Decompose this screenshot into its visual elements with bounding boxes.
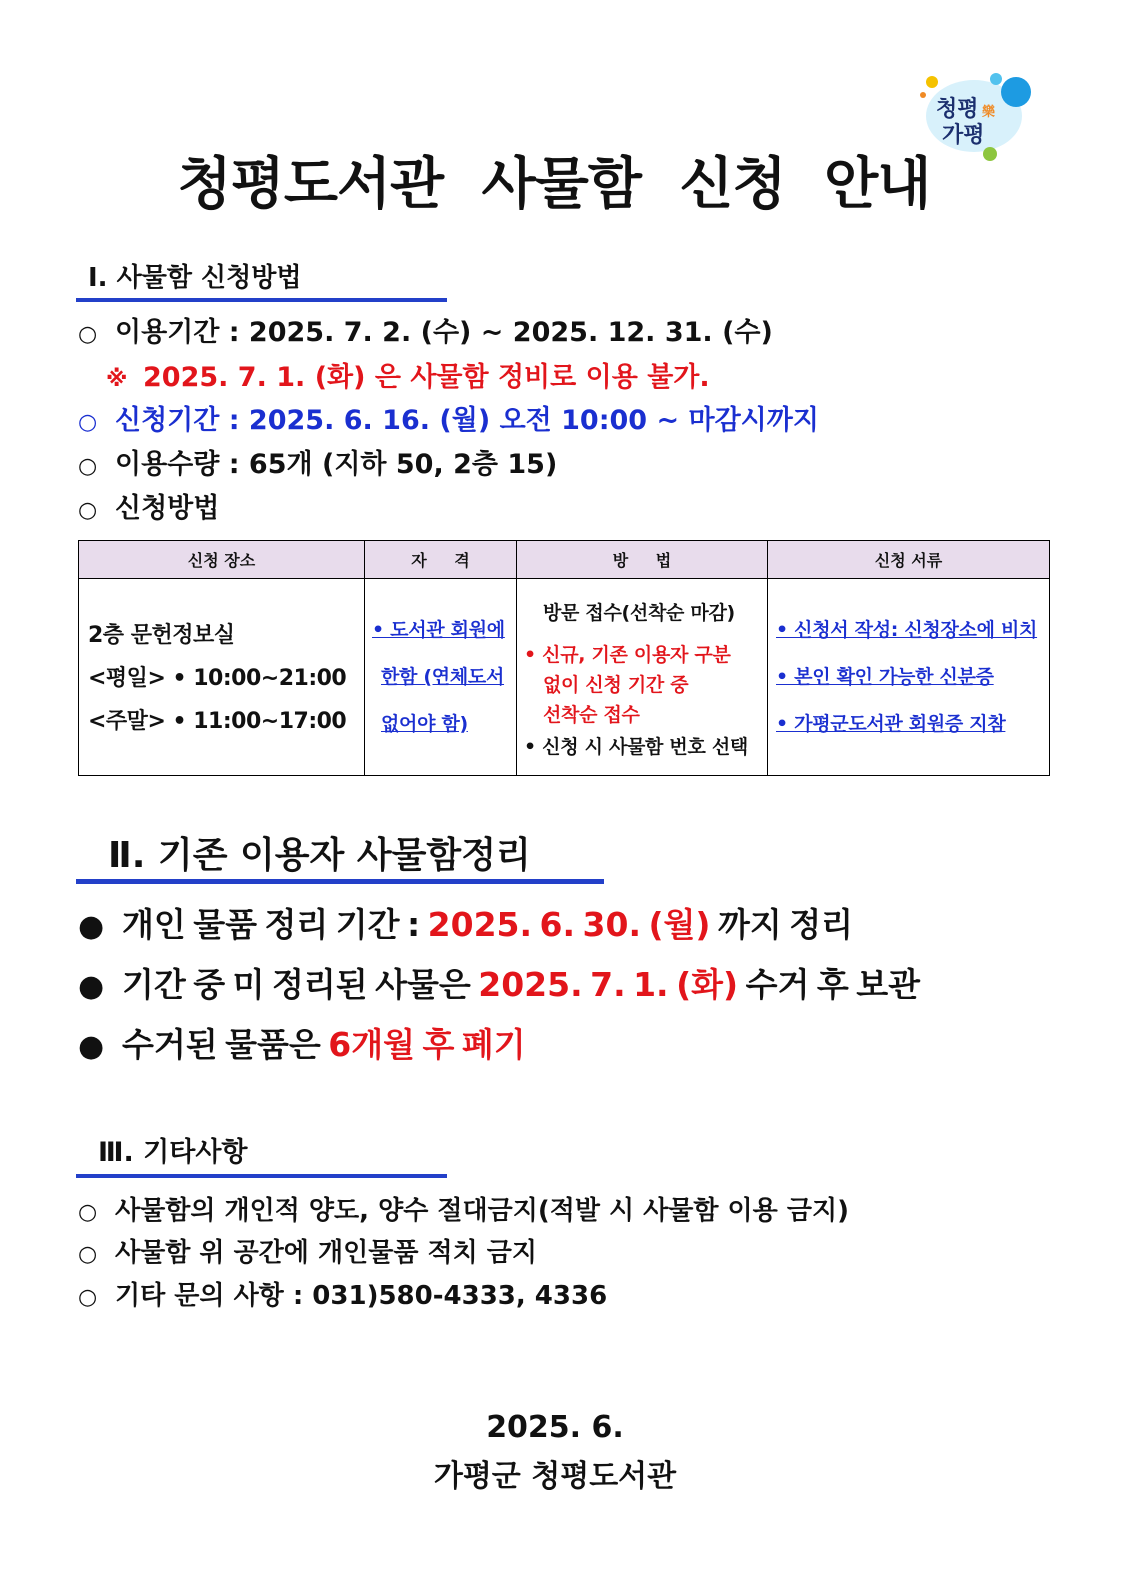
usage-period-line [78, 316, 773, 352]
eligibility-line: • 도서관 회원에 [372, 619, 505, 641]
collection-suffix: 수거 후 보관 [738, 965, 920, 1004]
footer-date: 2025. 6. [486, 1410, 624, 1445]
application-period-text: 신청기간 : 2025. 6. 16. (월) 오전 10:00 ~ 마감시까지 [115, 405, 819, 436]
circle-bullet-icon: ○ [78, 410, 98, 435]
filled-circle-bullet-icon: ● [78, 969, 105, 1004]
page-title: 청평도서관 사물함 신청 안내 [177, 152, 931, 217]
circle-bullet-icon: ○ [78, 322, 98, 347]
cell-documents [768, 579, 1050, 776]
logo-orange-dot [920, 92, 926, 98]
collection-line [78, 964, 920, 1008]
method-highlight-line: • 신규, 기존 이용자 구분 [524, 644, 731, 666]
footer-issuer: 가평군 청평도서관 [433, 1459, 677, 1494]
table-row [79, 579, 1050, 776]
cell-eligibility [365, 579, 517, 776]
logo-text-cheongpyeong: 청평 [936, 97, 979, 122]
table-header-row [79, 541, 1050, 579]
method-intro: 방문 접수(선착순 마감) [543, 602, 735, 624]
reference-mark-icon: ※ [106, 367, 128, 392]
contact-line [78, 1279, 607, 1315]
eligibility-line: 한함 (연체도서 [381, 666, 505, 688]
disposal-period: 6개월 후 폐기 [328, 1025, 526, 1064]
cleanup-deadline-date: 2025. 6. 30. (월) [427, 905, 711, 944]
application-method-table [78, 540, 1050, 776]
logo-blue-dot [1001, 77, 1031, 107]
header-eligibility: 자 격 [365, 541, 517, 579]
section-2-underline-bar [76, 879, 604, 884]
storage-ban-text: 사물함 위 공간에 개인물품 적치 금지 [115, 1238, 537, 1268]
quantity-text: 이용수량 : 65개 (지하 50, 2층 15) [115, 449, 558, 480]
transfer-ban-text: 사물함의 개인적 양도, 양수 절대금지(적발 시 사물함 이용 금지) [115, 1196, 849, 1226]
usage-period-text: 이용기간 : 2025. 7. 2. (수) ~ 2025. 12. 31. (수) [115, 317, 773, 348]
method-line [78, 492, 219, 528]
cell-method [517, 579, 768, 776]
maintenance-note-line [106, 361, 710, 397]
section-3-heading: Ⅲ. 기타사항 [98, 1137, 248, 1168]
disposal-label: 수거된 물품은 [122, 1025, 329, 1064]
transfer-ban-line [78, 1194, 849, 1230]
quantity-line [78, 448, 557, 484]
storage-ban-line [78, 1236, 537, 1272]
method-highlight-line: 없이 신청 기간 중 [543, 674, 689, 696]
document-item: • 신청서 작성: 신청장소에 비치 [776, 619, 1038, 641]
section-3-underline-bar [76, 1174, 447, 1178]
eligibility-line: 없어야 함) [381, 713, 468, 735]
contact-text: 기타 문의 사항 : 031)580-4333, 4336 [115, 1281, 608, 1311]
cell-location [79, 579, 365, 776]
maintenance-note-text: 2025. 7. 1. (화) 은 사물함 정비로 이용 불가. [143, 362, 710, 393]
logo-yellow-dot [926, 76, 938, 88]
logo-sky-dot [990, 73, 1002, 85]
method-highlight-line: 선착순 접수 [543, 704, 640, 726]
header-documents: 신청 서류 [768, 541, 1050, 579]
disposal-line [78, 1024, 526, 1068]
document-item: • 본인 확인 가능한 신분증 [776, 666, 994, 688]
logo-text-gapyeong: 가평 [942, 123, 985, 148]
section-1-heading: Ⅰ. 사물함 신청방법 [88, 263, 302, 293]
circle-bullet-icon: ○ [78, 498, 98, 523]
application-period-line [78, 404, 819, 440]
cleanup-deadline-label: 개인 물품 정리 기간 : [122, 905, 428, 944]
cleanup-deadline-suffix: 까지 정리 [710, 905, 854, 944]
method-text: 신청방법 [115, 493, 220, 524]
cleanup-deadline-line [78, 904, 853, 948]
circle-bullet-icon: ○ [78, 1242, 98, 1267]
circle-bullet-icon: ○ [78, 454, 98, 479]
section-1-underline-bar [76, 298, 447, 302]
collection-label: 기간 중 미 정리된 사물은 [122, 965, 479, 1004]
logo-mark-char: 樂 [982, 105, 996, 120]
location-weekend-hours: <주말> • 11:00~17:00 [88, 709, 347, 734]
filled-circle-bullet-icon: ● [78, 909, 105, 944]
header-location: 신청 장소 [79, 541, 365, 579]
filled-circle-bullet-icon: ● [78, 1029, 105, 1064]
circle-bullet-icon: ○ [78, 1285, 98, 1310]
header-method: 방 법 [517, 541, 768, 579]
method-last-line: • 신청 시 사물함 번호 선택 [524, 736, 748, 758]
circle-bullet-icon: ○ [78, 1200, 98, 1225]
collection-date: 2025. 7. 1. (화) [478, 965, 739, 1004]
section-2-heading: Ⅱ. 기존 이용자 사물함정리 [108, 835, 531, 876]
document-item: • 가평군도서관 회원증 지참 [776, 713, 1006, 735]
location-weekday-hours: <평일> • 10:00~21:00 [88, 666, 347, 691]
location-room: 2층 문헌정보실 [88, 623, 235, 648]
